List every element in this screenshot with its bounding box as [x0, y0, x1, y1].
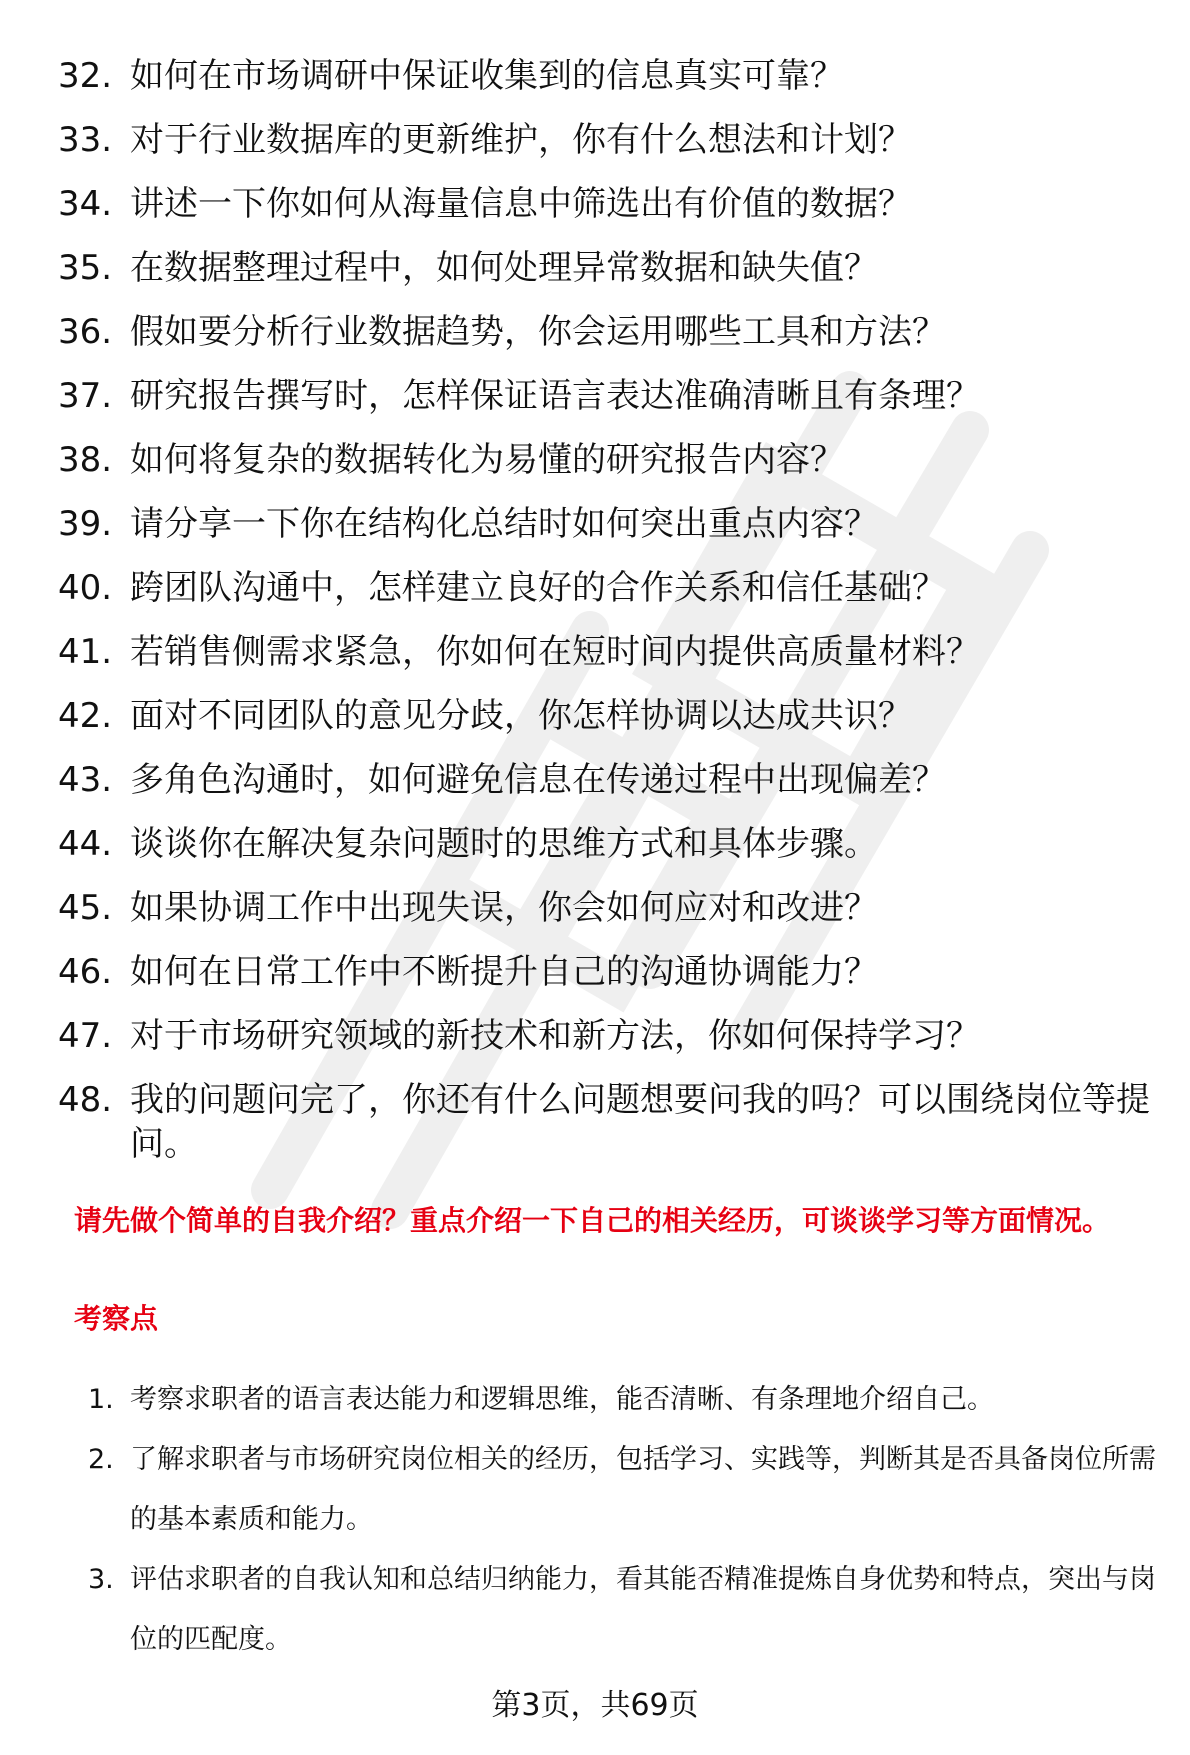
- item-text: 我的问题问完了，你还有什么问题想要问我的吗？可以围绕岗位等提问。: [130, 1080, 1150, 1164]
- item-text: 在数据整理过程中，如何处理异常数据和缺失值？: [130, 248, 878, 288]
- list-item: [0, 300, 1190, 364]
- list-item: [0, 1068, 1190, 1176]
- list-item: [0, 1370, 1190, 1430]
- item-text: 如何将复杂的数据转化为易懂的研究报告内容？: [130, 440, 844, 480]
- section-heading: 考察点: [74, 1302, 159, 1335]
- item-number: 43.: [58, 760, 113, 800]
- list-item: [0, 748, 1190, 812]
- list-item: [0, 684, 1190, 748]
- item-number: 37.: [58, 376, 113, 416]
- item-number: 32.: [58, 56, 113, 96]
- list-item: [0, 876, 1190, 940]
- item-number: 39.: [58, 504, 113, 544]
- highlight-question: 请先做个简单的自我介绍？重点介绍一下自己的相关经历，可谈谈学习等方面情况。: [74, 1204, 1111, 1237]
- item-number: 41.: [58, 632, 113, 672]
- page-footer: 第3页，共69页: [491, 1688, 699, 1723]
- item-text: 面对不同团队的意见分歧，你怎样协调以达成共识？: [130, 696, 912, 736]
- item-number: 46.: [58, 952, 113, 992]
- item-text: 对于行业数据库的更新维护，你有什么想法和计划？: [130, 120, 912, 160]
- list-item: [0, 1430, 1190, 1550]
- question-list: [0, 44, 1190, 1176]
- item-number: 40.: [58, 568, 113, 608]
- item-text: 如何在市场调研中保证收集到的信息真实可靠？: [130, 56, 844, 96]
- list-item: [0, 172, 1190, 236]
- item-text: 请分享一下你在结构化总结时如何突出重点内容？: [130, 504, 878, 544]
- item-number: 48.: [58, 1080, 113, 1120]
- item-number: 34.: [58, 184, 113, 224]
- list-item: [0, 1550, 1190, 1670]
- item-number: 38.: [58, 440, 113, 480]
- item-text: 研究报告撰写时，怎样保证语言表达准确清晰且有条理？: [130, 376, 980, 416]
- item-number: 45.: [58, 888, 113, 928]
- item-number: 47.: [58, 1016, 113, 1056]
- assessment-points: [0, 1370, 1190, 1670]
- list-item: [0, 1004, 1190, 1068]
- item-text: 多角色沟通时，如何避免信息在传递过程中出现偏差？: [130, 760, 946, 800]
- item-number: 3.: [88, 1564, 114, 1595]
- item-text: 跨团队沟通中，怎样建立良好的合作关系和信任基础？: [130, 568, 946, 608]
- item-number: 42.: [58, 696, 113, 736]
- list-item: [0, 44, 1190, 108]
- item-number: 35.: [58, 248, 113, 288]
- item-number: 33.: [58, 120, 113, 160]
- list-item: [0, 428, 1190, 492]
- list-item: [0, 364, 1190, 428]
- item-text: 假如要分析行业数据趋势，你会运用哪些工具和方法？: [130, 312, 946, 352]
- item-text: 谈谈你在解决复杂问题时的思维方式和具体步骤。: [130, 824, 878, 864]
- item-text: 了解求职者与市场研究岗位相关的经历，包括学习、实践等，判断其是否具备岗位所需的基本素质和能力。: [130, 1444, 1156, 1535]
- item-text: 评估求职者的自我认知和总结归纳能力，看其能否精准提炼自身优势和特点，突出与岗位的匹配度。: [130, 1564, 1156, 1655]
- list-item: [0, 492, 1190, 556]
- item-text: 考察求职者的语言表达能力和逻辑思维，能否清晰、有条理地介绍自己。: [130, 1384, 994, 1415]
- list-item: [0, 556, 1190, 620]
- item-text: 如果协调工作中出现失误，你会如何应对和改进？: [130, 888, 878, 928]
- list-item: [0, 108, 1190, 172]
- item-number: 2.: [88, 1444, 114, 1475]
- item-number: 44.: [58, 824, 113, 864]
- list-item: [0, 620, 1190, 684]
- list-item: [0, 236, 1190, 300]
- item-number: 1.: [88, 1384, 114, 1415]
- list-item: [0, 940, 1190, 1004]
- item-text: 若销售侧需求紧急，你如何在短时间内提供高质量材料？: [130, 632, 980, 672]
- list-item: [0, 812, 1190, 876]
- item-number: 36.: [58, 312, 113, 352]
- item-text: 讲述一下你如何从海量信息中筛选出有价值的数据？: [130, 184, 912, 224]
- item-text: 对于市场研究领域的新技术和新方法，你如何保持学习？: [130, 1016, 980, 1056]
- item-text: 如何在日常工作中不断提升自己的沟通协调能力？: [130, 952, 878, 992]
